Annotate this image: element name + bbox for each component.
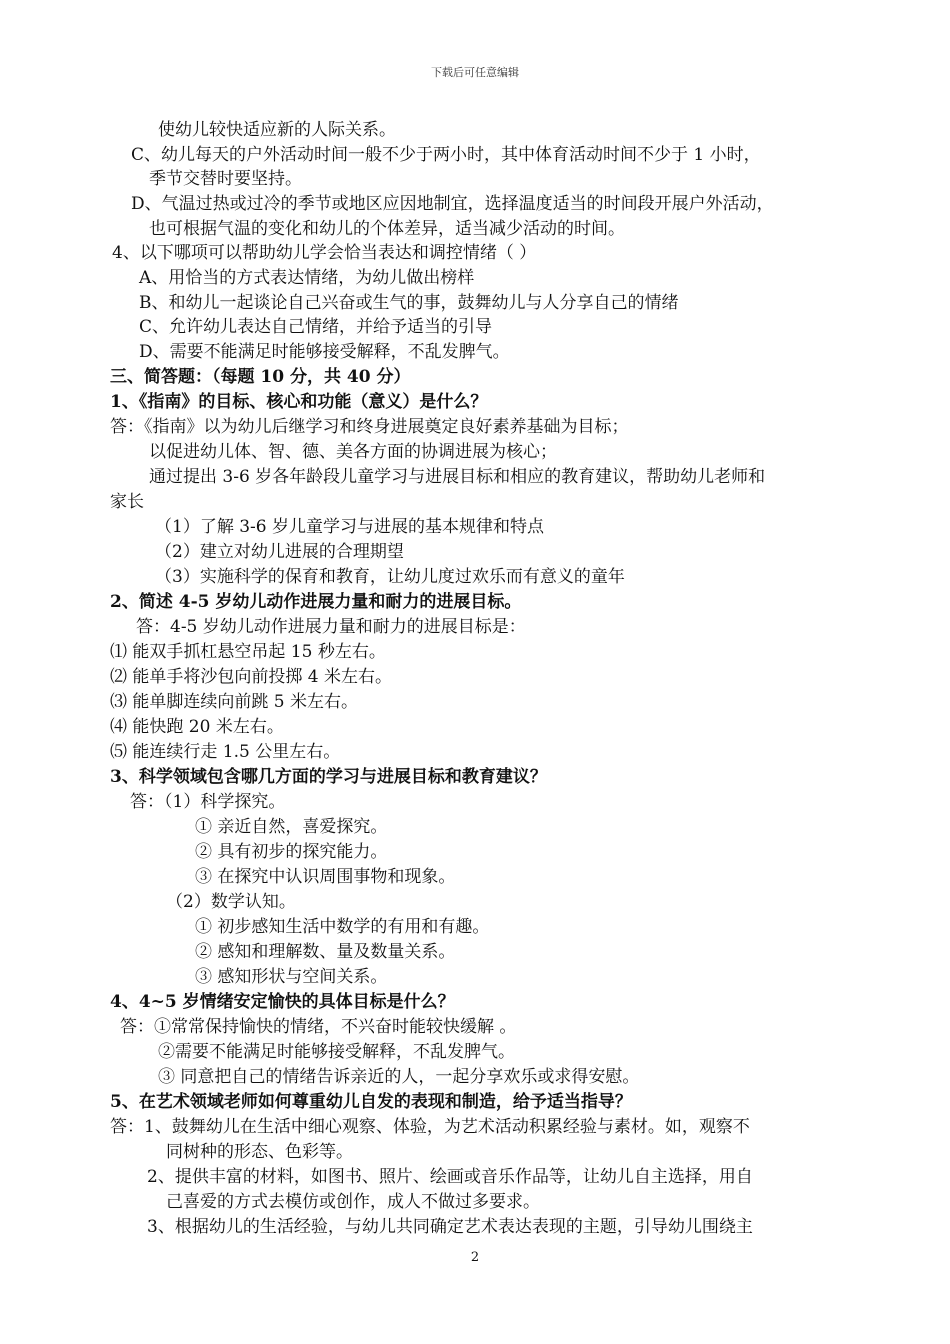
answer-line: 2、提供丰富的材料，如图书、照片、绘画或音乐作品等，让幼儿自主选择，用自 — [147, 1167, 753, 1187]
answer-line: （1）了解 3-6 岁儿童学习与进展的基本规律和特点 — [155, 517, 544, 537]
answer-line: 答：1、鼓舞幼儿在生活中细心观察、体验，为艺术活动积累经验与素材。如，观察不 — [110, 1117, 750, 1137]
text-line: 使幼儿较快适应新的人际关系。 — [158, 120, 396, 140]
question-heading: 2、简述 4-5 岁幼儿动作进展力量和耐力的进展目标。 — [110, 592, 522, 612]
page-number: 2 — [470, 1250, 480, 1265]
answer-line: ②需要不能满足时能够接受解释，不乱发脾气。 — [158, 1042, 515, 1062]
answer-line: 答：（1）科学探究。 — [130, 792, 286, 812]
question-heading: 4、4~5 岁情绪安定愉快的具体目标是什么？ — [110, 992, 455, 1012]
text-line: D、气温过热或过冷的季节或地区应因地制宜，选择温度适当的时间段开展户外活动， — [131, 194, 774, 214]
text-line: 也可根据气温的变化和幼儿的个体差异，适当减少活动的时间。 — [149, 219, 625, 239]
answer-line: ② 感知和理解数、量及数量关系。 — [195, 942, 456, 962]
page-header: 下载后可任意编辑 — [431, 66, 519, 79]
text-line: 季节交替时要坚持。 — [149, 169, 302, 189]
question-line: 4、以下哪项可以帮助幼儿学会恰当表达和调控情绪（ ） — [112, 243, 537, 263]
answer-line: ② 具有初步的探究能力。 — [195, 842, 388, 862]
answer-line: 答：4-5 岁幼儿动作进展力量和耐力的进展目标是： — [136, 617, 526, 637]
answer-line: ① 初步感知生活中数学的有用和有趣。 — [195, 917, 490, 937]
answer-line: 答：①常常保持愉快的情绪，不兴奋时能较快缓解 。 — [120, 1017, 517, 1037]
section-heading: 三、简答题：（每题 10 分，共 40 分） — [110, 367, 411, 387]
answer-line: ⑴ 能双手抓杠悬空吊起 15 秒左右。 — [110, 642, 386, 662]
answer-line: 3、根据幼儿的生活经验，与幼儿共同确定艺术表达表现的主题，引导幼儿围绕主 — [147, 1217, 753, 1237]
answer-line: ⑵ 能单手将沙包向前投掷 4 米左右。 — [110, 667, 393, 687]
answer-line: ③ 同意把自己的情绪告诉亲近的人，一起分享欢乐或求得安慰。 — [158, 1067, 640, 1087]
answer-line: （2）建立对幼儿进展的合理期望 — [155, 542, 404, 562]
answer-line: 答：《指南》以为幼儿后继学习和终身进展奠定良好素养基础为目标； — [110, 417, 629, 437]
option-line: D、需要不能满足时能够接受解释，不乱发脾气。 — [139, 342, 510, 362]
answer-line: （3）实施科学的保育和教育，让幼儿度过欢乐而有意义的童年 — [155, 567, 625, 587]
answer-line: ⑸ 能连续行走 1.5 公里左右。 — [110, 742, 341, 762]
question-heading: 5、在艺术领域老师如何尊重幼儿自发的表现和制造，给予适当指导？ — [110, 1092, 632, 1112]
answer-line: ③ 感知形状与空间关系。 — [195, 967, 388, 987]
answer-line: 己喜爱的方式去模仿或创作，成人不做过多要求。 — [166, 1192, 540, 1212]
option-line: A、用恰当的方式表达情绪，为幼儿做出榜样 — [139, 268, 475, 288]
answer-line: 同树种的形态、色彩等。 — [166, 1142, 353, 1162]
answer-line: ⑷ 能快跑 20 米左右。 — [110, 717, 284, 737]
answer-line: （2）数学认知。 — [166, 892, 296, 912]
answer-line: ① 亲近自然，喜爱探究。 — [195, 817, 388, 837]
option-line: C、允许幼儿表达自己情绪，并给予适当的引导 — [139, 317, 493, 337]
answer-line: ⑶ 能单脚连续向前跳 5 米左右。 — [110, 692, 359, 712]
option-line: B、和幼儿一起谈论自己兴奋或生气的事，鼓舞幼儿与人分享自己的情绪 — [139, 293, 679, 313]
text-line: C、幼儿每天的户外活动时间一般不少于两小时，其中体育活动时间不少于 1 小时， — [131, 145, 761, 165]
question-heading: 3、科学领域包含哪几方面的学习与进展目标和教育建议？ — [110, 767, 547, 787]
answer-line: 通过提出 3-6 岁各年龄段儿童学习与进展目标和相应的教育建议，帮助幼儿老师和 — [149, 467, 766, 487]
answer-line: ③ 在探究中认识周围事物和现象。 — [195, 867, 456, 887]
answer-line: 家长 — [110, 492, 144, 512]
answer-line: 以促进幼儿体、智、德、美各方面的协调进展为核心； — [149, 442, 557, 462]
question-heading: 1、《指南》的目标、核心和功能（意义）是什么？ — [110, 392, 488, 412]
